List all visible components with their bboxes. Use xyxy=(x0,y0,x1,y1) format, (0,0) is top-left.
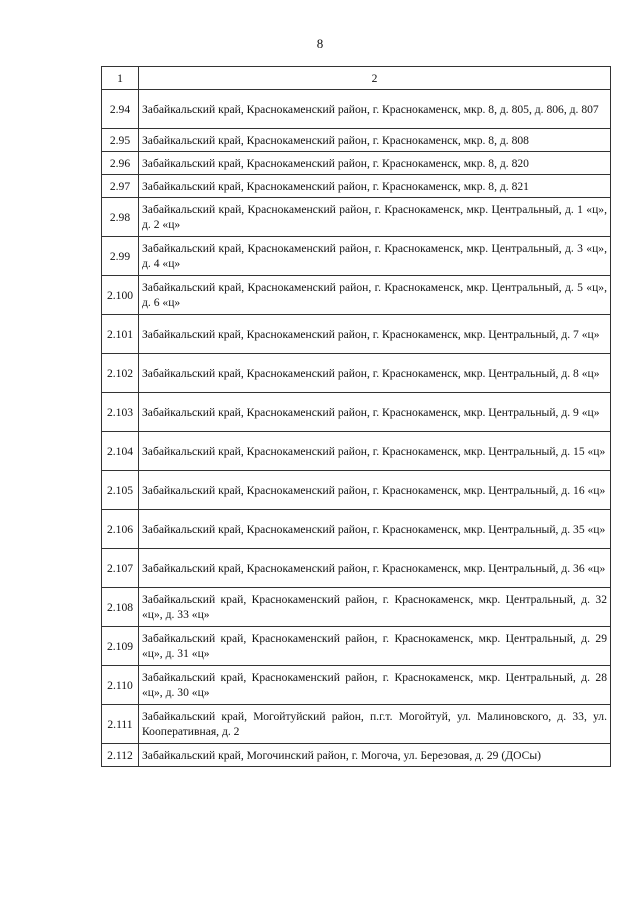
table-row xyxy=(102,393,611,432)
row-number: 2.105 xyxy=(102,471,139,510)
row-number: 2.102 xyxy=(102,354,139,393)
row-address: Забайкальский край, Могочинский район, г. Могоча, ул. Березовая, д. 29 (ДОСы) xyxy=(139,744,611,767)
table-row xyxy=(102,471,611,510)
row-number: 2.103 xyxy=(102,393,139,432)
table-row xyxy=(102,549,611,588)
table-row xyxy=(102,276,611,315)
table-row xyxy=(102,90,611,129)
table-header-row xyxy=(102,67,611,90)
row-number: 2.94 xyxy=(102,90,139,129)
row-address: Забайкальский край, Краснокаменский район, г. Краснокаменск, мкр. Центральный, д. 15 «ц» xyxy=(139,432,611,471)
row-number: 2.111 xyxy=(102,705,139,744)
table-row xyxy=(102,129,611,152)
table-row xyxy=(102,510,611,549)
row-number: 2.107 xyxy=(102,549,139,588)
row-number: 2.100 xyxy=(102,276,139,315)
row-address: Забайкальский край, Краснокаменский район, г. Краснокаменск, мкр. Центральный, д. 16 «ц» xyxy=(139,471,611,510)
table-row xyxy=(102,705,611,744)
row-address: Забайкальский край, Краснокаменский район, г. Краснокаменск, мкр. Центральный, д. 36 «ц» xyxy=(139,549,611,588)
row-number: 2.106 xyxy=(102,510,139,549)
row-address: Забайкальский край, Краснокаменский район, г. Краснокаменск, мкр. Центральный, д. 5 «ц», д. 6 «ц» xyxy=(139,276,611,315)
address-table xyxy=(101,66,611,767)
row-number: 2.95 xyxy=(102,129,139,152)
row-number: 2.99 xyxy=(102,237,139,276)
row-number: 2.104 xyxy=(102,432,139,471)
row-address: Забайкальский край, Краснокаменский район, г. Краснокаменск, мкр. Центральный, д. 28 «ц», д. 30 «ц» xyxy=(139,666,611,705)
table-row xyxy=(102,175,611,198)
row-address: Забайкальский край, Краснокаменский район, г. Краснокаменск, мкр. Центральный, д. 35 «ц» xyxy=(139,510,611,549)
table-row xyxy=(102,744,611,767)
row-number: 2.112 xyxy=(102,744,139,767)
row-address: Забайкальский край, Краснокаменский район, г. Краснокаменск, мкр. Центральный, д. 1 «ц», д. 2 «ц» xyxy=(139,198,611,237)
table-row xyxy=(102,354,611,393)
row-address: Забайкальский край, Краснокаменский район, г. Краснокаменск, мкр. Центральный, д. 3 «ц», д. 4 «ц» xyxy=(139,237,611,276)
column-header-number: 1 xyxy=(102,67,139,90)
row-address: Забайкальский край, Краснокаменский район, г. Краснокаменск, мкр. 8, д. 821 xyxy=(139,175,611,198)
table-row xyxy=(102,152,611,175)
row-address: Забайкальский край, Краснокаменский район, г. Краснокаменск, мкр. 8, д. 820 xyxy=(139,152,611,175)
row-number: 2.109 xyxy=(102,627,139,666)
column-header-address: 2 xyxy=(139,67,611,90)
table-row xyxy=(102,666,611,705)
row-address: Забайкальский край, Краснокаменский район, г. Краснокаменск, мкр. Центральный, д. 7 «ц» xyxy=(139,315,611,354)
table-row xyxy=(102,237,611,276)
row-address: Забайкальский край, Краснокаменский район, г. Краснокаменск, мкр. Центральный, д. 9 «ц» xyxy=(139,393,611,432)
row-number: 2.110 xyxy=(102,666,139,705)
table-row xyxy=(102,432,611,471)
row-number: 2.108 xyxy=(102,588,139,627)
row-address: Забайкальский край, Краснокаменский район, г. Краснокаменск, мкр. Центральный, д. 32 «ц», д. 33 «ц» xyxy=(139,588,611,627)
table-row xyxy=(102,588,611,627)
row-number: 2.96 xyxy=(102,152,139,175)
row-address: Забайкальский край, Могойтуйский район, п.г.т. Могойтуй, ул. Малиновского, д. 33, ул. Кооперативная, д. 2 xyxy=(139,705,611,744)
row-address: Забайкальский край, Краснокаменский район, г. Краснокаменск, мкр. Центральный, д. 29 «ц», д. 31 «ц» xyxy=(139,627,611,666)
page-number: 8 xyxy=(316,36,324,51)
row-number: 2.101 xyxy=(102,315,139,354)
row-address: Забайкальский край, Краснокаменский район, г. Краснокаменск, мкр. Центральный, д. 8 «ц» xyxy=(139,354,611,393)
row-number: 2.98 xyxy=(102,198,139,237)
table-row xyxy=(102,627,611,666)
row-address: Забайкальский край, Краснокаменский район, г. Краснокаменск, мкр. 8, д. 808 xyxy=(139,129,611,152)
row-address: Забайкальский край, Краснокаменский район, г. Краснокаменск, мкр. 8, д. 805, д. 806, д. 807 xyxy=(139,90,611,129)
row-number: 2.97 xyxy=(102,175,139,198)
table-row xyxy=(102,198,611,237)
table-row xyxy=(102,315,611,354)
